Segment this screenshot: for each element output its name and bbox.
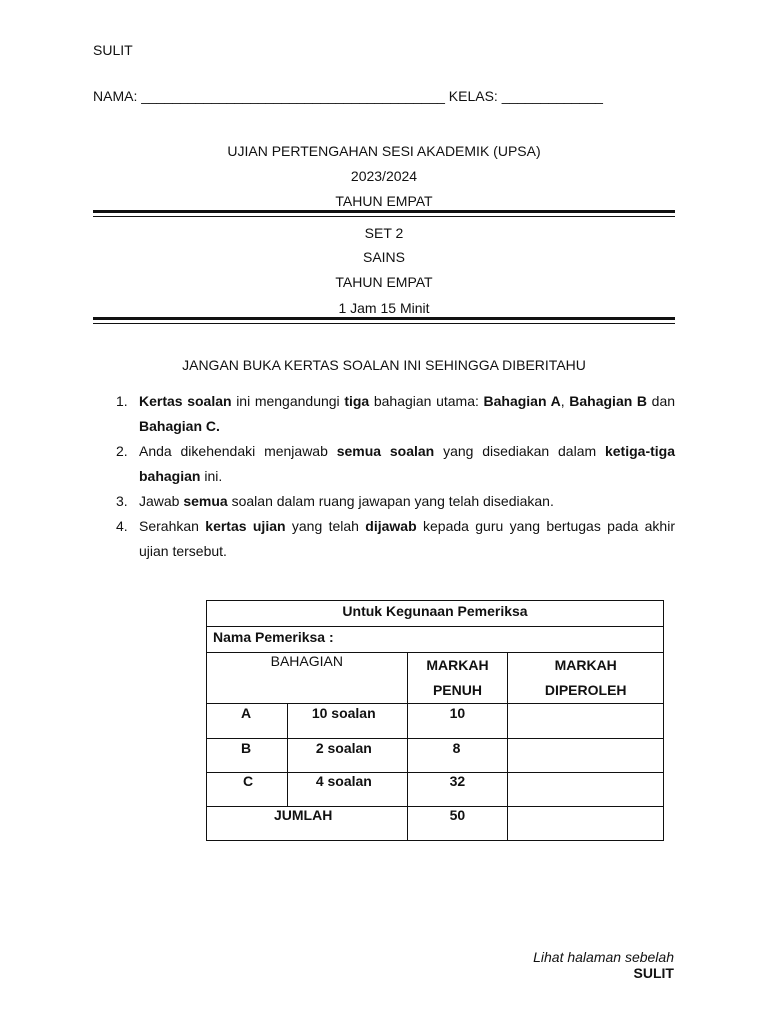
- col-section-header: BAHAGIAN: [207, 653, 408, 704]
- total-full-marks: 50: [407, 807, 508, 841]
- text: soalan dalam ruang jawapan yang telah disediakan.: [227, 493, 554, 509]
- bold-text: dijawab: [365, 518, 417, 534]
- bold-text: semua: [183, 493, 228, 509]
- bold-text: Kertas soalan: [139, 393, 232, 409]
- table-row: [207, 773, 664, 807]
- instructions-list: [93, 389, 675, 564]
- questions-cell: 10 soalan: [287, 704, 407, 739]
- text: dan: [647, 393, 676, 409]
- instruction-number: 4.: [116, 518, 128, 534]
- col-obtained-marks-header: [508, 653, 664, 704]
- bold-text: kertas ujian: [205, 518, 286, 534]
- section-cell: C: [207, 773, 288, 807]
- full-marks-cell: 10: [407, 704, 508, 739]
- questions-cell: 2 soalan: [287, 739, 407, 773]
- examiner-name-label: Nama Pemeriksa :: [207, 627, 664, 653]
- text: Anda dikehendaki menjawab: [139, 443, 337, 459]
- paper-duration: 1 Jam 15 Minit: [338, 300, 430, 316]
- bold-text: Bahagian A: [483, 393, 561, 409]
- table-total-row: [207, 807, 664, 841]
- text: Jawab: [139, 493, 184, 509]
- table-title: Untuk Kegunaan Pemeriksa: [207, 601, 664, 627]
- text: bahagian utama:: [369, 393, 484, 409]
- col-full-marks-header: [407, 653, 508, 704]
- text: kepada guru yang bertugas pada akhir ujian tersebut.: [139, 518, 675, 559]
- instruction-item: [93, 514, 675, 564]
- instruction-item: [93, 489, 675, 514]
- obtained-marks-cell: [508, 773, 664, 807]
- bold-text: Bahagian C.: [139, 418, 220, 434]
- double-rule-top: [93, 210, 675, 217]
- instruction-item: [93, 389, 675, 439]
- header-line: PENUH: [432, 682, 482, 698]
- exam-grade: TAHUN EMPAT: [335, 193, 433, 209]
- table-row: [207, 704, 664, 739]
- instruction-number: 3.: [116, 493, 128, 509]
- obtained-marks-cell: [508, 704, 664, 739]
- instruction-number: 2.: [116, 443, 128, 459]
- text: ,: [560, 393, 570, 409]
- paper-set: SET 2: [364, 225, 404, 241]
- text: yang disediakan dalam: [434, 443, 605, 459]
- header-line: DIPEROLEH: [544, 682, 627, 698]
- text: ini mengandungi: [231, 393, 345, 409]
- table-row: [207, 739, 664, 773]
- bold-text: ketiga-tiga bahagian: [139, 443, 675, 484]
- section-cell: A: [207, 704, 288, 739]
- exam-title: UJIAN PERTENGAHAN SESI AKADEMIK (UPSA): [227, 143, 541, 159]
- exam-year: 2023/2024: [350, 168, 418, 184]
- total-obtained-marks: [508, 807, 664, 841]
- sulit-footer: SULIT: [633, 965, 674, 981]
- name-class-line: NAMA: _______________________________________ KELAS: _____________: [93, 88, 603, 104]
- full-marks-cell: 8: [407, 739, 508, 773]
- instruction-item: [93, 439, 675, 489]
- obtained-marks-cell: [508, 739, 664, 773]
- text: ini.: [200, 468, 223, 484]
- paper-year: TAHUN EMPAT: [335, 274, 433, 290]
- next-page-note: Lihat halaman sebelah: [533, 949, 674, 965]
- paper-subject: SAINS: [362, 249, 405, 265]
- warning-text: JANGAN BUKA KERTAS SOALAN INI SEHINGGA DIBERITAHU: [182, 357, 586, 373]
- examiner-table: [206, 600, 664, 841]
- header-line: MARKAH: [426, 657, 489, 673]
- double-rule-bottom: [93, 317, 675, 324]
- header-line: MARKAH: [554, 657, 617, 673]
- bold-text: semua soalan: [336, 443, 435, 459]
- sulit-header: SULIT: [93, 42, 133, 58]
- bold-text: Bahagian B: [569, 393, 648, 409]
- bold-text: tiga: [344, 393, 370, 409]
- section-cell: B: [207, 739, 288, 773]
- full-marks-cell: 32: [407, 773, 508, 807]
- questions-cell: 4 soalan: [287, 773, 407, 807]
- instruction-number: 1.: [116, 393, 128, 409]
- text: yang telah: [285, 518, 366, 534]
- text: Serahkan: [139, 518, 206, 534]
- total-label: JUMLAH: [207, 807, 408, 841]
